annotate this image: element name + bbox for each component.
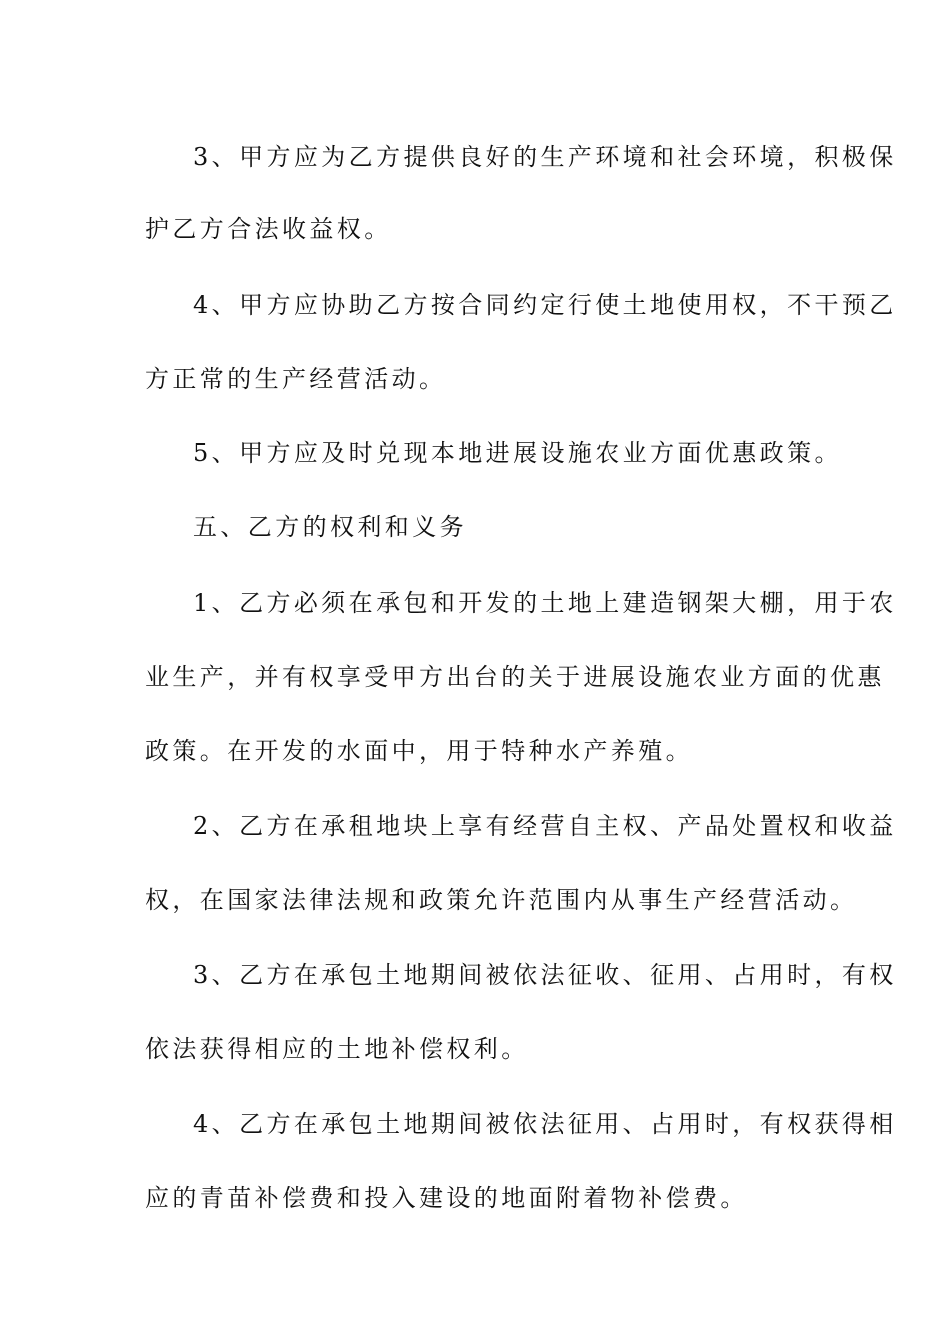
- text-line: 应的青苗补偿费和投入建设的地面附着物补偿费。: [145, 1184, 748, 1212]
- text-line: 4、乙方在承包土地期间被依法征用、占用时，有权获得相: [193, 1110, 897, 1138]
- text-line: 4、甲方应协助乙方按合同约定行使土地使用权，不干预乙: [193, 291, 897, 319]
- text-line: 5、甲方应及时兑现本地进展设施农业方面优惠政策。: [193, 439, 842, 467]
- text-line: 政策。在开发的水面中，用于特种水产养殖。: [145, 737, 693, 765]
- text-line: 3、甲方应为乙方提供良好的生产环境和社会环境，积极保: [193, 143, 897, 171]
- text-line: 护乙方合法收益权。: [145, 215, 392, 243]
- text-line: 1、乙方必须在承包和开发的土地上建造钢架大棚，用于农: [193, 589, 897, 617]
- text-line: 2、乙方在承租地块上享有经营自主权、产品处置权和收益: [193, 812, 897, 840]
- text-line: 3、乙方在承包土地期间被依法征收、征用、占用时，有权: [193, 961, 897, 989]
- section-heading: 五、乙方的权利和义务: [193, 513, 467, 541]
- text-line: 方正常的生产经营活动。: [145, 365, 447, 393]
- text-line: 依法获得相应的土地补偿权利。: [145, 1035, 529, 1063]
- text-line: 业生产，并有权享受甲方出台的关于进展设施农业方面的优惠: [145, 663, 885, 691]
- text-line: 权，在国家法律法规和政策允许范围内从事生产经营活动。: [145, 886, 858, 914]
